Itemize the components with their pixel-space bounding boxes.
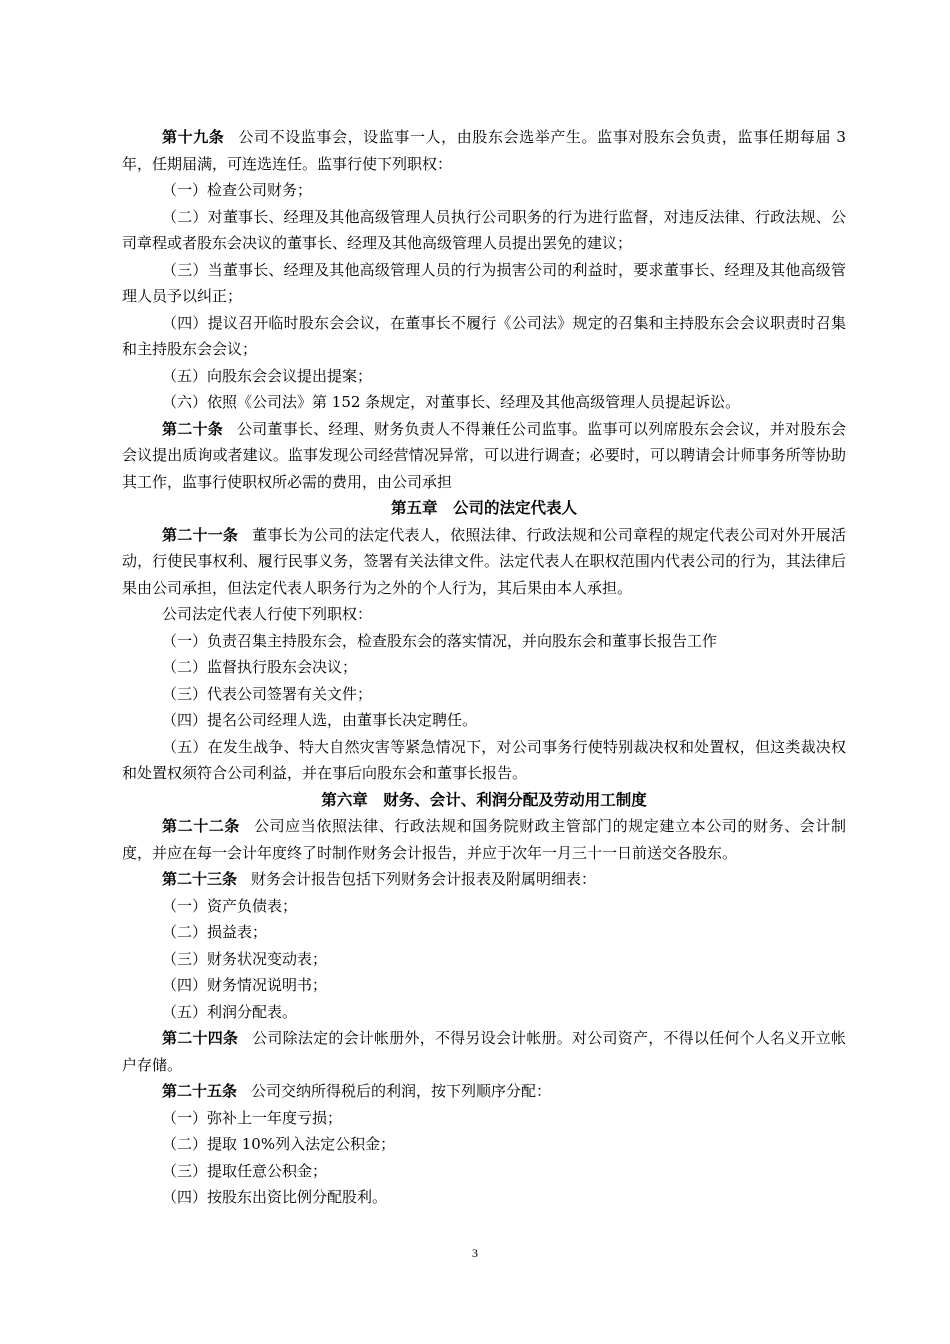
article-label: 第十九条 bbox=[162, 128, 225, 146]
chapter-heading: 第六章 财务、会计、利润分配及劳动用工制度 bbox=[321, 790, 647, 809]
chapter-heading: 第五章 公司的法定代表人 bbox=[390, 499, 577, 517]
article-label: 第二十一条 bbox=[162, 525, 239, 544]
article-22 bbox=[122, 813, 846, 866]
article-label: 第二十五条 bbox=[162, 1082, 238, 1100]
list-item: （二）损益表； bbox=[162, 923, 268, 941]
article-25 bbox=[122, 1078, 846, 1105]
list-item: （四）财务情况说明书； bbox=[162, 976, 328, 994]
article-text: 公司交纳所得税后的利润，按下列顺序分配： bbox=[251, 1082, 552, 1100]
article-label: 第二十四条 bbox=[162, 1029, 239, 1047]
article-23 bbox=[122, 866, 846, 893]
document-body bbox=[122, 124, 846, 1211]
article-24 bbox=[122, 1025, 846, 1078]
article-text: 公司不设监事会，设监事一人，由股东会选举产生。监事对股东会负责，监事任期每届 3 年，任期届满，可连选连任。监事行使下列职权： bbox=[122, 128, 846, 173]
list-item: （一）资产负债表； bbox=[162, 896, 298, 915]
list-item: （一）检查公司财务； bbox=[162, 181, 313, 199]
page-number: 3 bbox=[472, 1246, 478, 1260]
list-item: （三）代表公司签署有关文件； bbox=[162, 684, 373, 703]
article-text: 董事长为公司的法定代表人，依照法律、行政法规和公司章程的规定代表公司对外开展活动，行使民事权利、履行民事义务，签署有关法律文件。法定代表人在职权范围内代表公司的行为，其法律后果由公司承担，但法定代表人职务行为之外的个人行为，其后果由本人承担。 bbox=[122, 525, 846, 597]
list-item: （三）提取任意公积金； bbox=[162, 1161, 328, 1180]
list-item: （五）向股东会会议提出提案； bbox=[162, 366, 373, 385]
list-item: （二）监督执行股东会决议； bbox=[162, 658, 358, 676]
list-item: （五）在发生战争、特大自然灾害等紧急情况下，对公司事务行使特别裁决权和处置权，但这类裁决权和处置权须符合公司利益，并在事后向股东会和董事长报告。 bbox=[122, 737, 846, 782]
list-item: （一）弥补上一年度亏损； bbox=[162, 1108, 343, 1127]
list-item: （四）提议召开临时股东会会议，在董事长不履行《公司法》规定的召集和主持股东会会议职责时召集和主持股东会会议； bbox=[122, 313, 846, 358]
list-item: （三）当董事长、经理及其他高级管理人员的行为损害公司的利益时，要求董事长、经理及其他高级管理人员予以纠正； bbox=[122, 260, 846, 305]
article-text: 公司除法定的会计帐册外，不得另设会计帐册。对公司资产，不得以任何个人名义开立帐户存储。 bbox=[122, 1029, 846, 1074]
article-label: 第二十三条 bbox=[162, 870, 238, 888]
article-20 bbox=[122, 416, 846, 496]
list-item: （二）提取 10%列入法定公积金； bbox=[162, 1135, 396, 1153]
article-label: 第二十条 bbox=[162, 419, 223, 438]
article-text: 公司应当依照法律、行政法规和国务院财政主管部门的规定建立本公司的财务、会计制度，并应在每一会计年度终了时制作财务会计报告，并应于次年一月三十一日前送交各股东。 bbox=[122, 817, 846, 862]
list-item: （四）按股东出资比例分配股利。 bbox=[162, 1188, 388, 1206]
article-intro: 公司法定代表人行使下列职权： bbox=[162, 605, 373, 623]
article-text: 财务会计报告包括下列财务会计报表及附属明细表： bbox=[251, 870, 597, 888]
article-label: 第二十二条 bbox=[162, 817, 240, 835]
list-item: （五）利润分配表。 bbox=[162, 1002, 298, 1021]
list-item: （六）依照《公司法》第 152 条规定，对董事长、经理及其他高级管理人员提起诉讼。 bbox=[162, 393, 741, 411]
list-item: （一）负责召集主持股东会，检查股东会的落实情况，并向股东会和董事长报告工作 bbox=[162, 631, 718, 650]
article-text: 公司董事长、经理、财务负责人不得兼任公司监事。监事可以列席股东会会议，并对股东会会议提出质询或者建议。监事发现公司经营情况异常，可以进行调查；必要时，可以聘请会计师事务所等协助其工作，监事行使职权所必需的费用，由公司承担 bbox=[122, 419, 846, 491]
list-item: （三）财务状况变动表； bbox=[162, 949, 328, 968]
list-item: （二）对董事长、经理及其他高级管理人员执行公司职务的行为进行监督，对违反法律、行政法规、公司章程或者股东会决议的董事长、经理及其他高级管理人员提出罢免的建议； bbox=[122, 207, 846, 252]
article-21 bbox=[122, 522, 846, 602]
list-item: （四）提名公司经理人选，由董事长决定聘任。 bbox=[162, 711, 478, 729]
article-19 bbox=[122, 124, 846, 177]
